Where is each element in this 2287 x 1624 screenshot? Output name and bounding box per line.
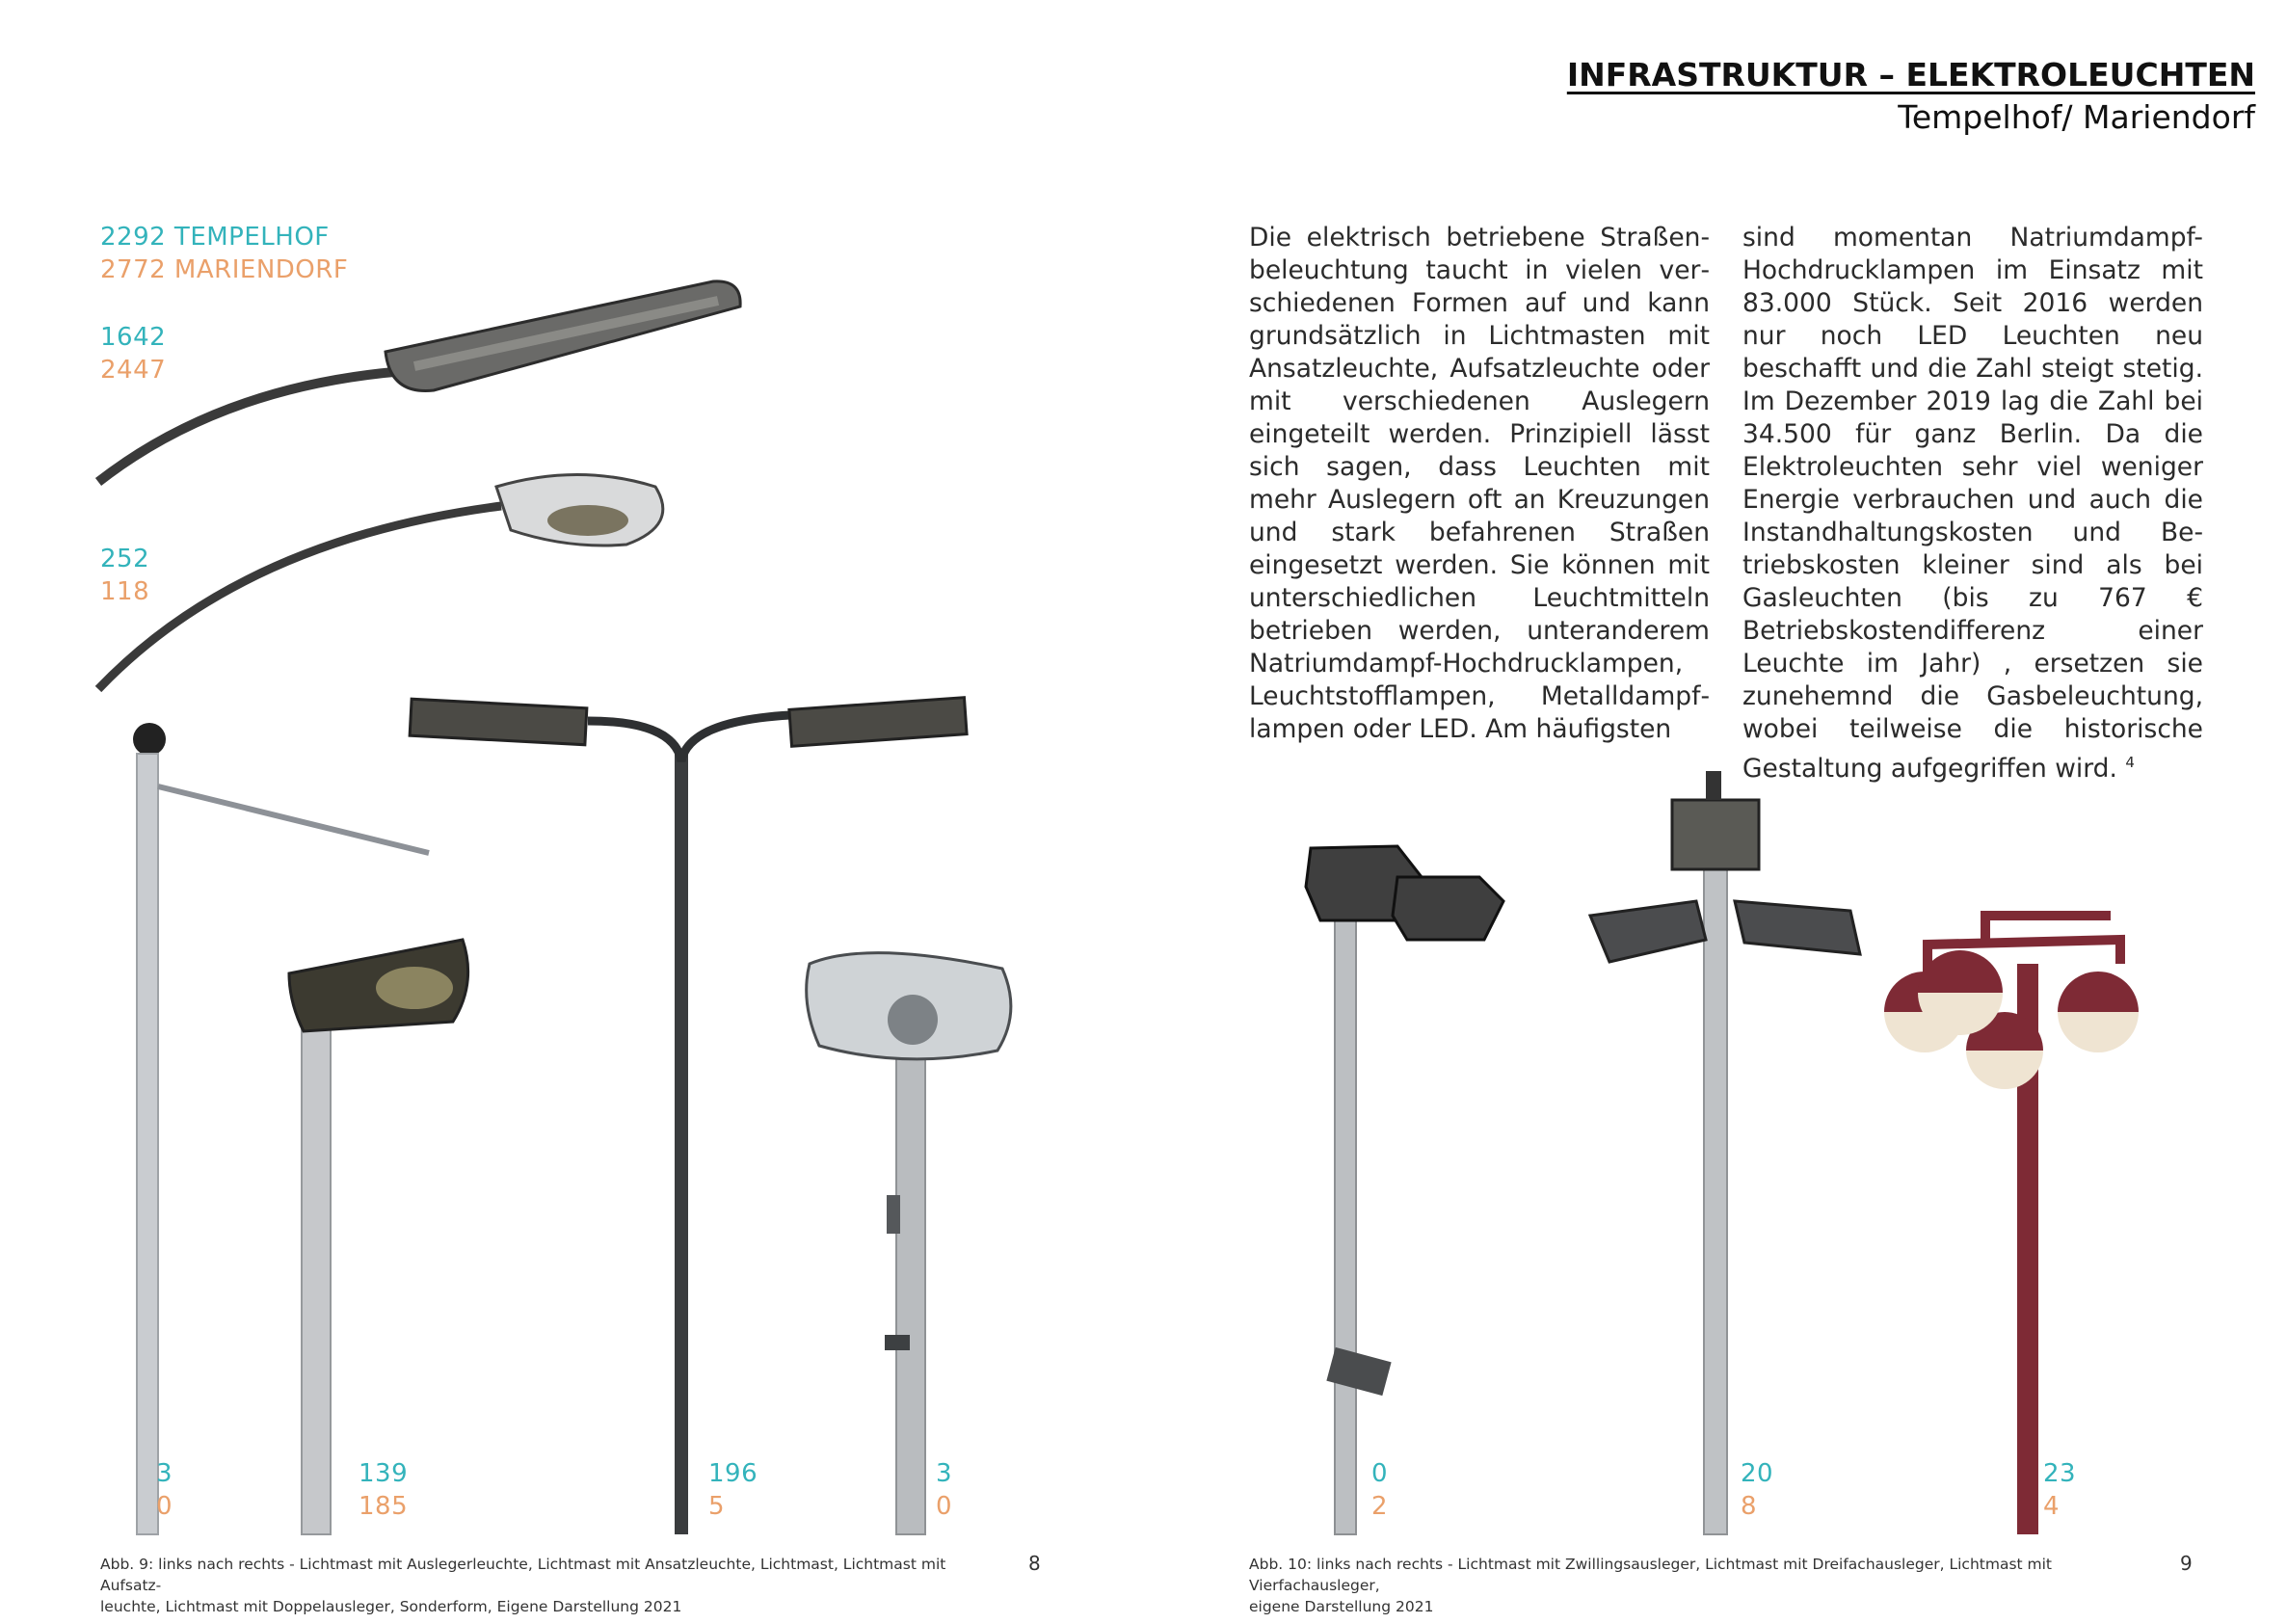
page-number-right: 9: [2180, 1552, 2193, 1575]
pole-5-illustration: [1306, 846, 1503, 1534]
body-text-column-2: [1742, 222, 2203, 785]
pole-4-count-tempelhof: 3: [936, 1459, 953, 1488]
pole-4-illustration: [807, 953, 1011, 1534]
caption-line: Abb. 9: links nach rechts - Lichtmast mit Auslegerleuchte, Lichtmast mit Ansatzleuchte, Lichtmast, Lichtmast mit Aufsatz-: [100, 1556, 946, 1594]
arm-lamp-illustration: [98, 281, 740, 482]
attached-lamp-illustration: [98, 475, 663, 690]
pole-7-count-mariendorf: 4: [2043, 1492, 2061, 1521]
pole-3-count-tempelhof: 196: [708, 1459, 758, 1488]
pole-3-illustration: [410, 698, 967, 1534]
body-text: sind momentan Natriumdampf-Hochdrucklampen im Einsatz mit 83.000 Stück. Seit 2016 werden nur noch LED Leuchten neu beschafft und die Zahl steigt stetig. Im Dezember 2019 lag die Zahl bei 34.500 für ganz Berlin. Da die Elektroleuchten sehr viel weniger Energie verbrauchen und auch die Instandhaltungskosten und Betriebskosten kleiner sind als bei Gasleuchten (bis zu 767 € Betriebskostendifferenz einer Leuchte im Jahr) , ersetzen sie zunehemnd die Gasbeleuchtung, wobei teilweise die historische Gestaltung aufgegriffen wird.: [1742, 223, 2203, 784]
pole-2-count-mariendorf: 185: [359, 1492, 409, 1521]
arm-lamp-count-mariendorf: 2447: [100, 356, 167, 385]
figure-caption-right: [1249, 1554, 2184, 1617]
total-tempelhof: 2292 TEMPELHOF: [100, 223, 330, 252]
pole-1-count-tempelhof: 3: [156, 1459, 173, 1488]
page-subtitle: Tempelhof/ Mariendorf: [1898, 98, 2255, 136]
pole-7-illustration: [1884, 916, 2139, 1534]
page-number-left: 8: [1028, 1552, 1041, 1575]
footnote-marker: 4: [2125, 754, 2135, 771]
pole-1-illustration: [133, 723, 429, 1534]
pole-2-count-tempelhof: 139: [359, 1459, 409, 1488]
pole-2-illustration: [289, 940, 468, 1534]
page-title: INFRASTRUKTUR – ELEKTROLEUCHTEN: [1566, 56, 2255, 93]
pole-5-count-mariendorf: 2: [1371, 1492, 1389, 1521]
caption-line: eigene Darstellung 2021: [1249, 1598, 1434, 1615]
pole-6-illustration: [1590, 771, 1860, 1534]
total-mariendorf: 2772 MARIENDORF: [100, 255, 349, 284]
body-text-column-1: Die elektrisch betriebene Straßenbeleuchtung taucht in vielen verschiedenen Formen auf und kann grundsätzlich in Lichtmasten mit Ansatzleuchte, Aufsatzleuchte oder mit verschiedenen Auslegern eingeteilt werden. Prinzipiell lässt sich sagen, dass Leuchten mit mehr Auslegern oft an Kreuzungen und stark befahrenen Straßen eingesetzt werden. Sie können mit unterschiedlichen Leuchtmitteln betrieben werden, unteranderem Natriumdampf-Hochdrucklampen, Leuchtstofflampen, Metalldampflampen oder LED. Am häufigsten: [1249, 223, 1710, 744]
pole-6-count-tempelhof: 20: [1741, 1459, 1774, 1488]
pole-7-count-tempelhof: 23: [2043, 1459, 2077, 1488]
pole-4-count-mariendorf: 0: [936, 1492, 953, 1521]
pole-1-count-mariendorf: 0: [156, 1492, 173, 1521]
attached-lamp-count-mariendorf: 118: [100, 577, 150, 606]
pole-3-count-mariendorf: 5: [708, 1492, 726, 1521]
attached-lamp-count-tempelhof: 252: [100, 545, 150, 573]
caption-line: Abb. 10: links nach rechts - Lichtmast mit Zwillingsausleger, Lichtmast mit Dreifachausleger, Lichtmast mit Vierfachausleger,: [1249, 1556, 2053, 1594]
pole-5-count-tempelhof: 0: [1371, 1459, 1389, 1488]
arm-lamp-count-tempelhof: 1642: [100, 323, 167, 352]
figure-caption-left: [100, 1554, 997, 1617]
pole-6-count-mariendorf: 8: [1741, 1492, 1758, 1521]
caption-line: leuchte, Lichtmast mit Doppelausleger, Sonderform, Eigene Darstellung 2021: [100, 1598, 682, 1615]
